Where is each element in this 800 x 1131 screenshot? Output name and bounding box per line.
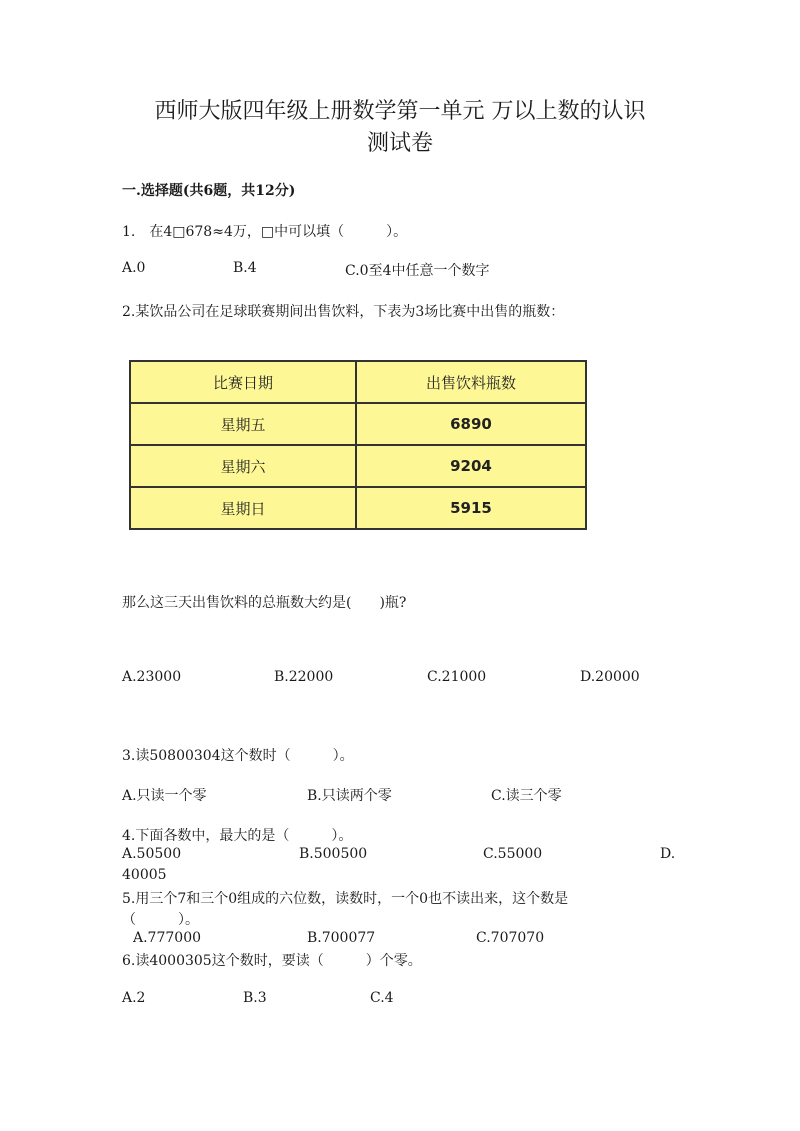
question-3-stem: 3.读50800304这个数时（ ）。 — [122, 748, 354, 764]
q3-option-b: B.只读两个零 — [307, 788, 392, 804]
table-row — [130, 487, 586, 529]
table-cell-count: 5915 — [356, 487, 586, 529]
table-cell-count: 9204 — [356, 445, 586, 487]
table-header-bottles: 出售饮料瓶数 — [356, 361, 586, 403]
table-row — [130, 403, 586, 445]
page-title: 西师大版四年级上册数学第一单元 万以上数的认识 — [154, 99, 646, 124]
question-2-stem: 2.某饮品公司在足球联赛期间出售饮料，下表为3场比赛中出售的瓶数： — [122, 304, 565, 320]
q2-option-a: A.23000 — [122, 669, 182, 685]
q6-option-a: A.2 — [122, 990, 146, 1006]
table-cell-day: 星期日 — [130, 487, 356, 529]
q2-option-c: C.21000 — [427, 669, 487, 685]
question-5-stem-cont: （ ）。 — [122, 912, 199, 928]
question-2-prompt: 那么这三天出售饮料的总瓶数大约是( )瓶? — [122, 595, 407, 611]
q4-option-c: C.55000 — [483, 846, 543, 862]
q3-option-a: A.只读一个零 — [122, 788, 207, 804]
table-cell-count: 6890 — [356, 403, 586, 445]
question-4-stem: 4.下面各数中，最大的是（ ）。 — [122, 828, 353, 844]
q6-option-c: C.4 — [370, 990, 394, 1006]
q4-option-d-label: D. — [660, 846, 676, 862]
q1-option-a: A.0 — [122, 260, 146, 276]
table-header-row — [130, 361, 586, 403]
question-6-stem: 6.读4000305这个数时，要读（ ）个零。 — [122, 953, 422, 969]
q1-option-b: B.4 — [233, 260, 257, 276]
question-1-stem: 1. 在4□678≈4万，□中可以填（ ）。 — [122, 224, 408, 240]
page-title-line2: 测试卷 — [366, 131, 433, 156]
section-heading: 一.选择题(共6题，共12分) — [122, 183, 296, 199]
table-header-date: 比赛日期 — [130, 361, 356, 403]
q6-option-b: B.3 — [243, 990, 267, 1006]
q4-option-b: B.500500 — [299, 846, 368, 862]
q3-option-c: C.读三个零 — [491, 788, 562, 804]
table-row — [130, 445, 586, 487]
question-5-stem: 5.用三个7和三个0组成的六位数，读数时，一个0也不读出来，这个数是 — [122, 891, 569, 907]
sales-table — [129, 360, 587, 530]
q5-option-b: B.700077 — [307, 930, 376, 946]
table-cell-day: 星期五 — [130, 403, 356, 445]
q4-option-a: A.50500 — [122, 846, 182, 862]
table-cell-day: 星期六 — [130, 445, 356, 487]
q2-option-d: D.20000 — [580, 669, 640, 685]
q5-option-c: C.707070 — [476, 930, 545, 946]
q5-option-a: A.777000 — [133, 930, 202, 946]
q4-option-d-value: 40005 — [122, 867, 167, 883]
q1-option-c: C.0至4中任意一个数字 — [345, 263, 490, 279]
q2-option-b: B.22000 — [274, 669, 334, 685]
